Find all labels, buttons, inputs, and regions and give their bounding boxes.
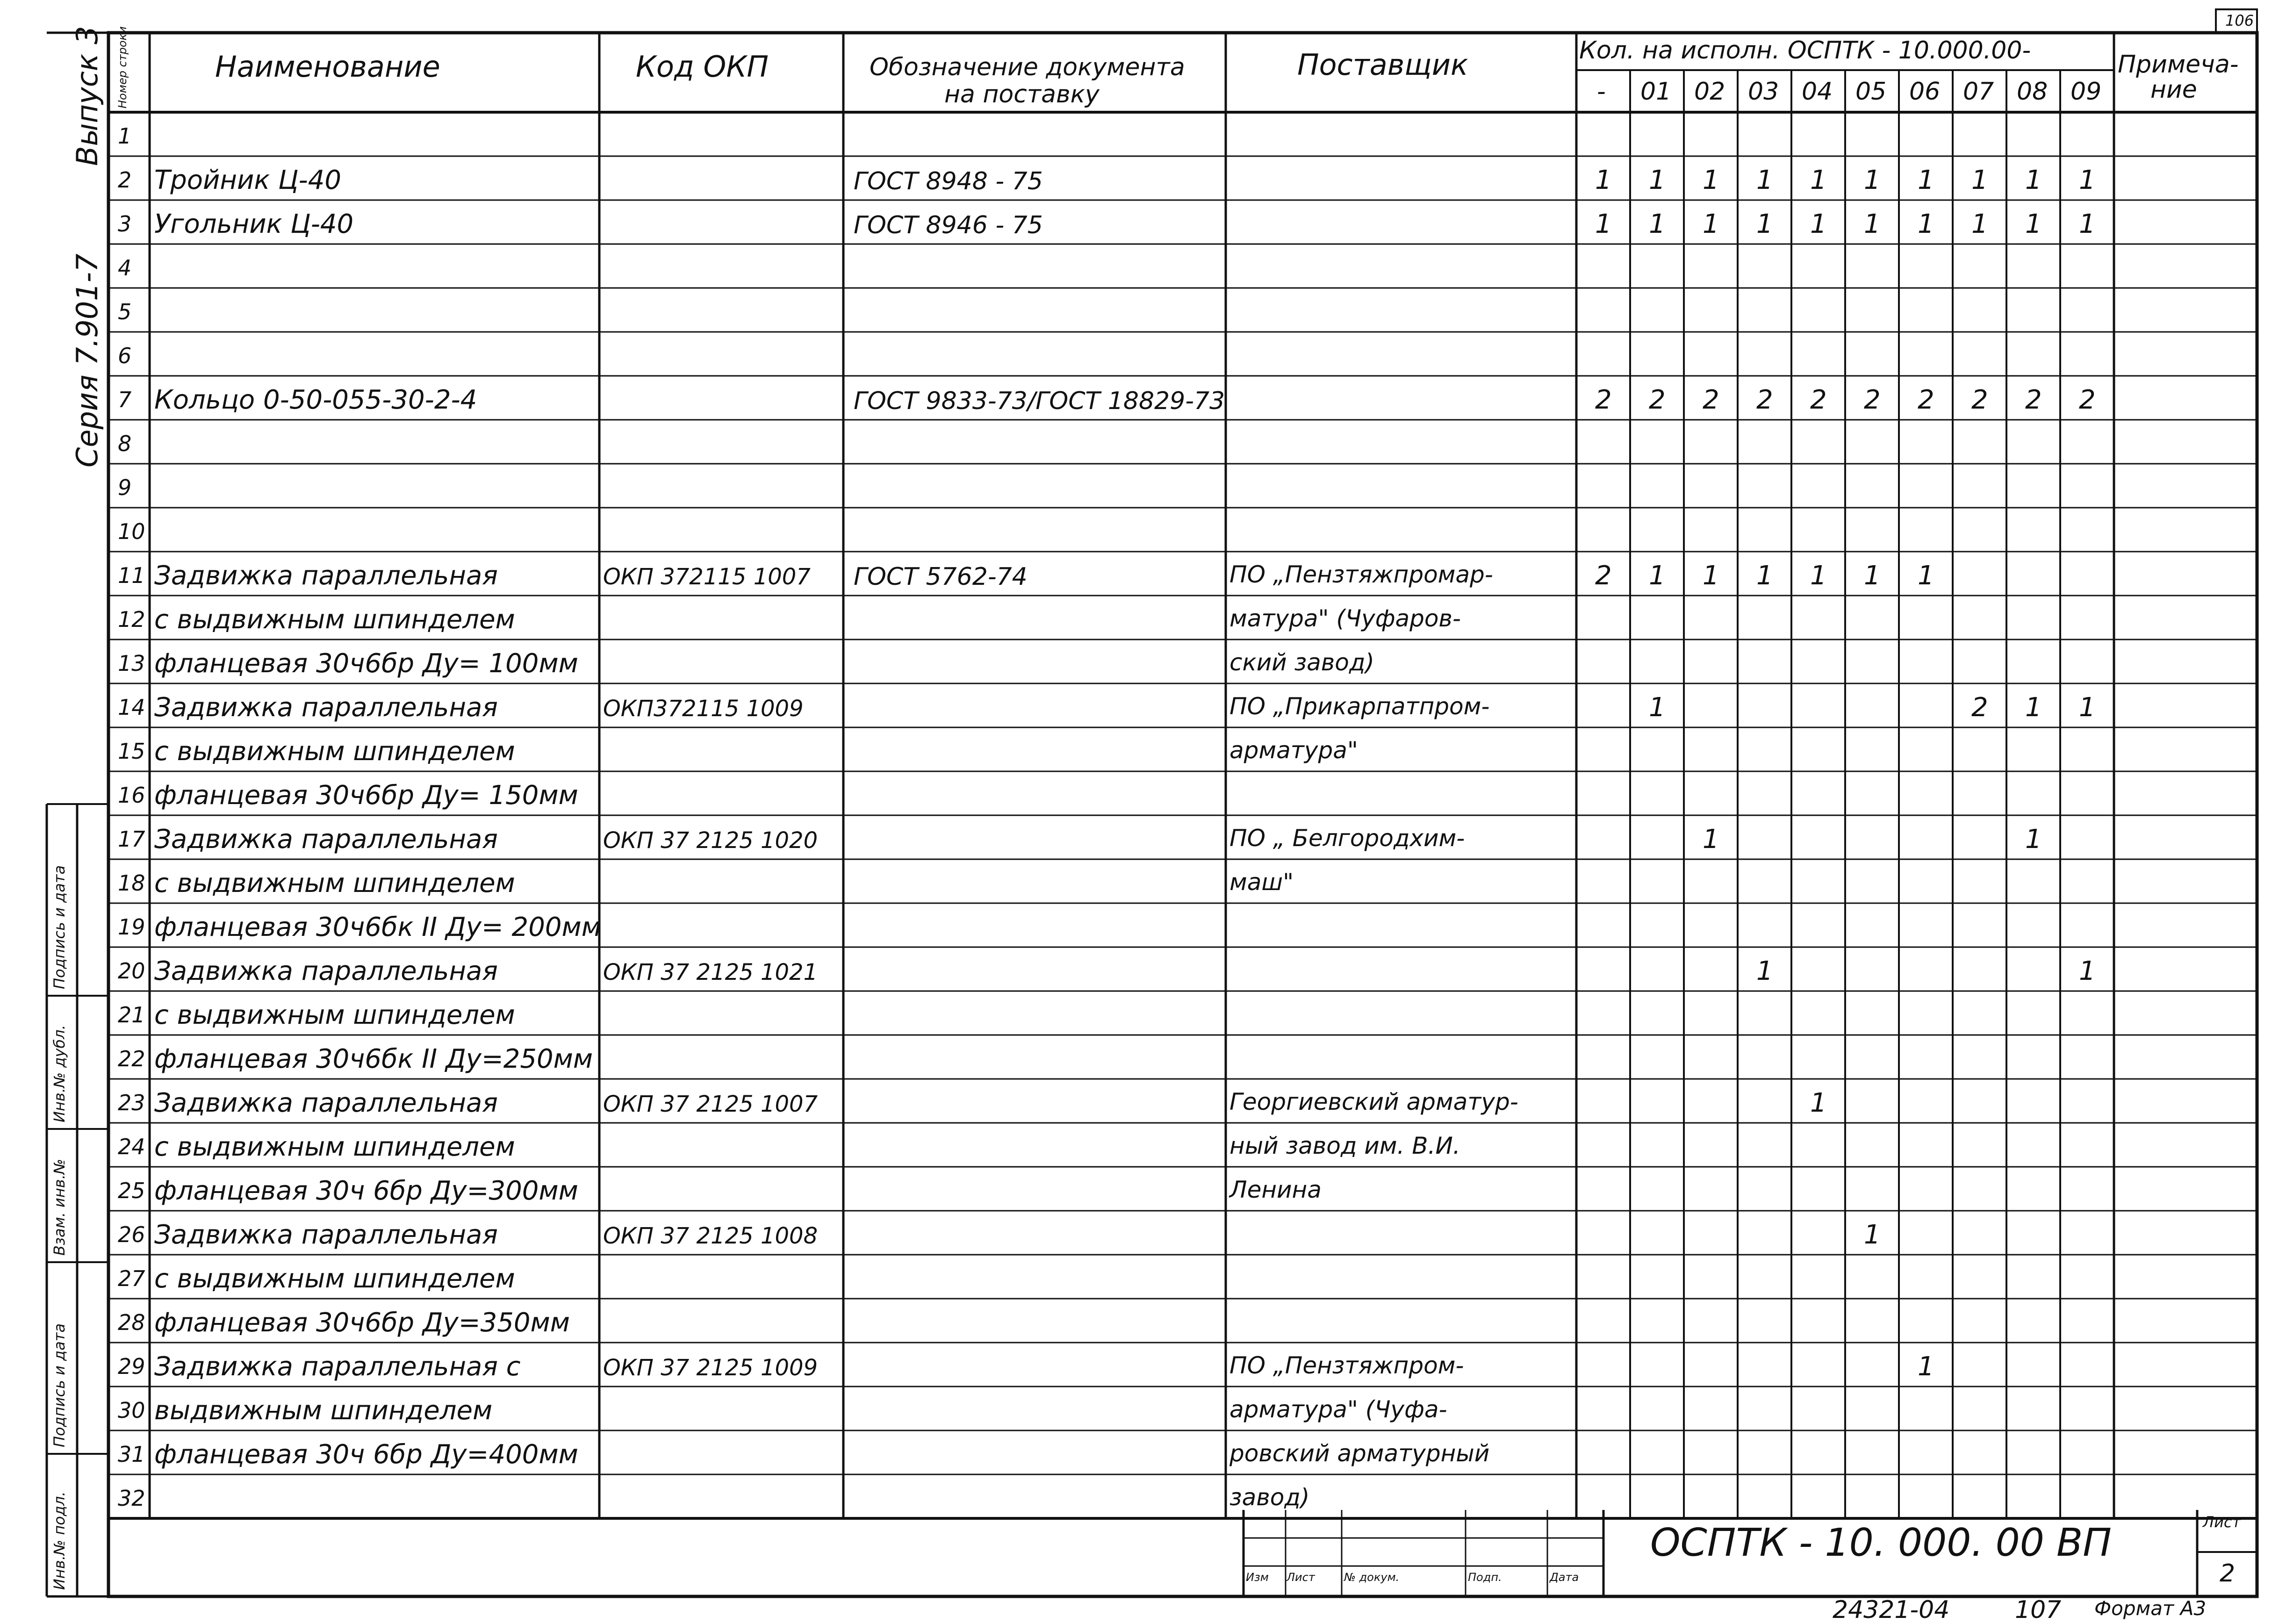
supplier-name: Георгиевский арматур-: [1229, 1088, 1518, 1115]
series-label: Серия 7.901-7: [70, 253, 104, 467]
qty-value: 2: [1649, 385, 1666, 415]
note-header-2: ние: [2150, 76, 2197, 104]
qty-value: 1: [1649, 209, 1666, 239]
item-name: с выдвижным шпинделем: [154, 868, 515, 898]
item-name: Задвижка параллельная: [154, 560, 498, 591]
qty-col-header: 06: [1909, 78, 1941, 106]
row-number: 31: [118, 1442, 145, 1467]
qty-value: 1: [1756, 560, 1773, 591]
row-number: 27: [118, 1266, 145, 1291]
row-number: 3: [118, 211, 132, 237]
stamp-label: Взам. инв.№: [50, 1158, 68, 1256]
qty-value: 1: [1649, 692, 1666, 723]
okp-header: Код ОКП: [636, 50, 769, 84]
item-name: Задвижка параллельная: [154, 1220, 498, 1250]
qty-value: 1: [1918, 1351, 1934, 1382]
qty-value: 1: [1595, 209, 1612, 239]
qty-value: 1: [2079, 692, 2096, 723]
qty-value: 1: [1703, 165, 1719, 195]
supplier-name: арматура": [1229, 737, 1358, 764]
item-name: фланцевая 30ч6бр Ду= 100мм: [154, 648, 578, 679]
qty-value: 2: [1864, 385, 1881, 415]
doc-header-2: на поставку: [944, 80, 1100, 108]
supplier-name: ПО „Прикарпатпром-: [1229, 693, 1490, 720]
qty-value: 1: [2079, 209, 2096, 239]
name-header: Наименование: [215, 50, 440, 84]
qty-value: 1: [1649, 560, 1666, 591]
item-name: фланцевая 30ч 6бр Ду=400мм: [154, 1439, 578, 1470]
title-block-label: Изм: [1246, 1571, 1269, 1584]
row-number: 25: [118, 1178, 145, 1203]
item-name: фланцевая 30ч6бр Ду= 150мм: [154, 780, 578, 811]
row-number: 32: [118, 1486, 145, 1511]
qty-value: 2: [2025, 385, 2042, 415]
supplier-name: завод): [1229, 1484, 1310, 1511]
supplier-name: маш": [1229, 869, 1294, 896]
qty-value: 1: [1810, 165, 1827, 195]
item-name: выдвижным шпинделем: [154, 1395, 493, 1426]
row-number: 9: [118, 475, 132, 500]
qty-value: 1: [1649, 165, 1666, 195]
qty-value: 1: [1810, 209, 1827, 239]
qty-value: 1: [1864, 209, 1881, 239]
supplier-name: Ленина: [1229, 1176, 1322, 1203]
qty-value: 2: [1703, 385, 1719, 415]
document-designation: ОСПТК - 10. 000. 00 ВП: [1650, 1521, 2112, 1565]
qty-value: 1: [1864, 1220, 1881, 1250]
row-number: 17: [118, 826, 145, 852]
row-number-header: Номер строки: [116, 26, 129, 108]
supplier-name: арматура" (Чуфа-: [1229, 1396, 1447, 1423]
item-name: с выдвижным шпинделем: [154, 604, 515, 635]
doc-designation: ГОСТ 5762-74: [854, 563, 1028, 591]
row-number: 4: [118, 255, 132, 280]
row-number: 29: [118, 1354, 145, 1379]
qty-value: 1: [1756, 956, 1773, 986]
footer-code: 24321-04: [1833, 1596, 1950, 1624]
qty-value: 1: [1918, 560, 1934, 591]
item-name: Задвижка параллельная: [154, 824, 498, 855]
qty-value: 1: [2079, 165, 2096, 195]
title-block-label: Подп.: [1468, 1571, 1502, 1584]
footer-format: Формат А3: [2094, 1597, 2207, 1620]
row-number: 11: [118, 563, 145, 588]
qty-value: 2: [1810, 385, 1827, 415]
row-number: 5: [118, 299, 132, 324]
qty-col-header: 01: [1640, 78, 1672, 106]
note-header: Примеча-: [2118, 50, 2239, 79]
row-number: 22: [118, 1046, 145, 1071]
footer-number: 107: [2015, 1596, 2062, 1624]
title-block-label: № докум.: [1344, 1571, 1400, 1584]
item-name: Задвижка параллельная: [154, 1088, 498, 1118]
qty-value: 1: [2025, 692, 2042, 723]
okp-code: ОКП 37 2125 1021: [603, 959, 818, 985]
qty-value: 1: [2025, 824, 2042, 855]
stamp-label: Подпись и дата: [50, 865, 68, 989]
qty-col-header: 02: [1694, 78, 1725, 106]
qty-value: 1: [1810, 560, 1827, 591]
item-name: с выдвижным шпинделем: [154, 1000, 515, 1030]
qty-value: 1: [1810, 1088, 1827, 1118]
qty-col-header: 09: [2070, 78, 2102, 106]
supplier-name: ский завод): [1229, 649, 1374, 676]
qty-value: 2: [1595, 560, 1612, 591]
qty-value: 1: [1703, 824, 1719, 855]
vypusk-label: Выпуск 3: [70, 26, 104, 166]
qty-value: 1: [1756, 209, 1773, 239]
row-number: 1: [118, 123, 132, 149]
supplier-name: матура" (Чуфаров-: [1229, 605, 1461, 632]
row-number: 14: [118, 695, 145, 720]
row-number: 8: [118, 431, 132, 456]
row-number: 18: [118, 870, 145, 896]
row-number: 16: [118, 783, 145, 808]
qty-col-header: 04: [1802, 78, 1833, 106]
item-name: Задвижка параллельная с: [154, 1351, 521, 1382]
row-number: 28: [118, 1310, 145, 1335]
okp-code: ОКП 37 2125 1009: [603, 1355, 818, 1381]
qty-value: 1: [1971, 165, 1988, 195]
qty-col-header: 05: [1855, 78, 1887, 106]
doc-designation: ГОСТ 8948 - 75: [854, 167, 1043, 195]
qty-title: Кол. на исполн. ОСПТК - 10.000.00-: [1579, 36, 2031, 65]
row-number: 24: [118, 1134, 145, 1159]
stamp-label: Инв.№ подл.: [50, 1491, 68, 1590]
qty-value: 1: [1703, 209, 1719, 239]
row-number: 21: [118, 1002, 145, 1028]
row-number: 7: [118, 387, 132, 412]
qty-value: 1: [1971, 209, 1988, 239]
supplier-name: ПО „Пензтяжпром-: [1229, 1352, 1464, 1379]
row-number: 6: [118, 343, 132, 368]
item-name: Задвижка параллельная: [154, 956, 498, 986]
okp-code: ОКП 37 2125 1020: [603, 827, 818, 854]
okp-code: ОКП 37 2125 1008: [603, 1223, 818, 1249]
qty-value: 1: [1595, 165, 1612, 195]
supplier-header: Поставщик: [1297, 48, 1468, 82]
qty-value: 1: [1703, 560, 1719, 591]
doc-header: Обозначение документа: [870, 53, 1185, 81]
qty-value: 2: [1971, 385, 1988, 415]
row-number: 26: [118, 1222, 145, 1247]
qty-value: 1: [2025, 209, 2042, 239]
sheet-number: 2: [2220, 1559, 2236, 1588]
page-number: 106: [2225, 12, 2254, 29]
sheet-label: Лист: [2203, 1513, 2241, 1531]
qty-value: 1: [1918, 209, 1934, 239]
item-name: Кольцо 0-50-055-30-2-4: [154, 385, 477, 415]
okp-code: ОКП 37 2125 1007: [603, 1091, 818, 1117]
item-name: Тройник Ц-40: [154, 165, 341, 195]
item-name: с выдвижным шпинделем: [154, 1132, 515, 1162]
stamp-label: Инв.№ дубл.: [50, 1025, 68, 1122]
okp-code: ОКП 372115 1007: [603, 564, 811, 590]
qty-value: 1: [1864, 560, 1881, 591]
doc-designation: ГОСТ 9833-73/ГОСТ 18829-73: [854, 387, 1225, 415]
row-number: 13: [118, 651, 145, 676]
qty-value: 2: [1971, 692, 1988, 723]
item-name: Задвижка параллельная: [154, 692, 498, 723]
qty-value: 2: [1918, 385, 1934, 415]
row-number: 10: [118, 519, 145, 544]
qty-value: 2: [1595, 385, 1612, 415]
okp-code: ОКП372115 1009: [603, 696, 804, 722]
qty-col-header: 03: [1748, 78, 1779, 106]
item-name: Угольник Ц-40: [154, 209, 354, 239]
stamp-label: Подпись и дата: [50, 1323, 68, 1447]
qty-value: 1: [2025, 165, 2042, 195]
item-name: фланцевая 30ч6бр Ду=350мм: [154, 1308, 570, 1338]
title-block-label: Дата: [1550, 1571, 1579, 1584]
item-name: фланцевая 30ч6бк II Ду=250мм: [154, 1044, 593, 1074]
qty-col-header: 07: [1963, 78, 1994, 106]
item-name: фланцевая 30ч 6бр Ду=300мм: [154, 1176, 578, 1206]
qty-value: 2: [1756, 385, 1773, 415]
qty-value: 1: [1864, 165, 1881, 195]
item-name: с выдвижным шпинделем: [154, 736, 515, 767]
qty-value: 1: [1918, 165, 1934, 195]
row-number: 19: [118, 914, 145, 940]
row-number: 23: [118, 1090, 145, 1115]
supplier-name: ровский арматурный: [1229, 1440, 1490, 1467]
row-number: 12: [118, 607, 145, 632]
supplier-name: ПО „ Белгородхим-: [1229, 825, 1465, 852]
supplier-name: ПО „Пензтяжпромар-: [1229, 561, 1493, 588]
qty-value: 2: [2079, 385, 2096, 415]
item-name: фланцевая 30ч6бк II Ду= 200мм: [154, 912, 601, 942]
item-name: с выдвижным шпинделем: [154, 1264, 515, 1294]
qty-value: 1: [2079, 956, 2096, 986]
supplier-name: ный завод им. В.И.: [1229, 1132, 1460, 1159]
qty-col-header: 08: [2017, 78, 2048, 106]
title-block-label: Лист: [1287, 1571, 1315, 1584]
qty-value: 1: [1756, 165, 1773, 195]
row-number: 2: [118, 167, 132, 193]
row-number: 30: [118, 1398, 145, 1423]
row-number: 15: [118, 739, 145, 764]
doc-designation: ГОСТ 8946 - 75: [854, 211, 1043, 239]
qty-col-header: -: [1597, 78, 1606, 106]
row-number: 20: [118, 958, 145, 984]
